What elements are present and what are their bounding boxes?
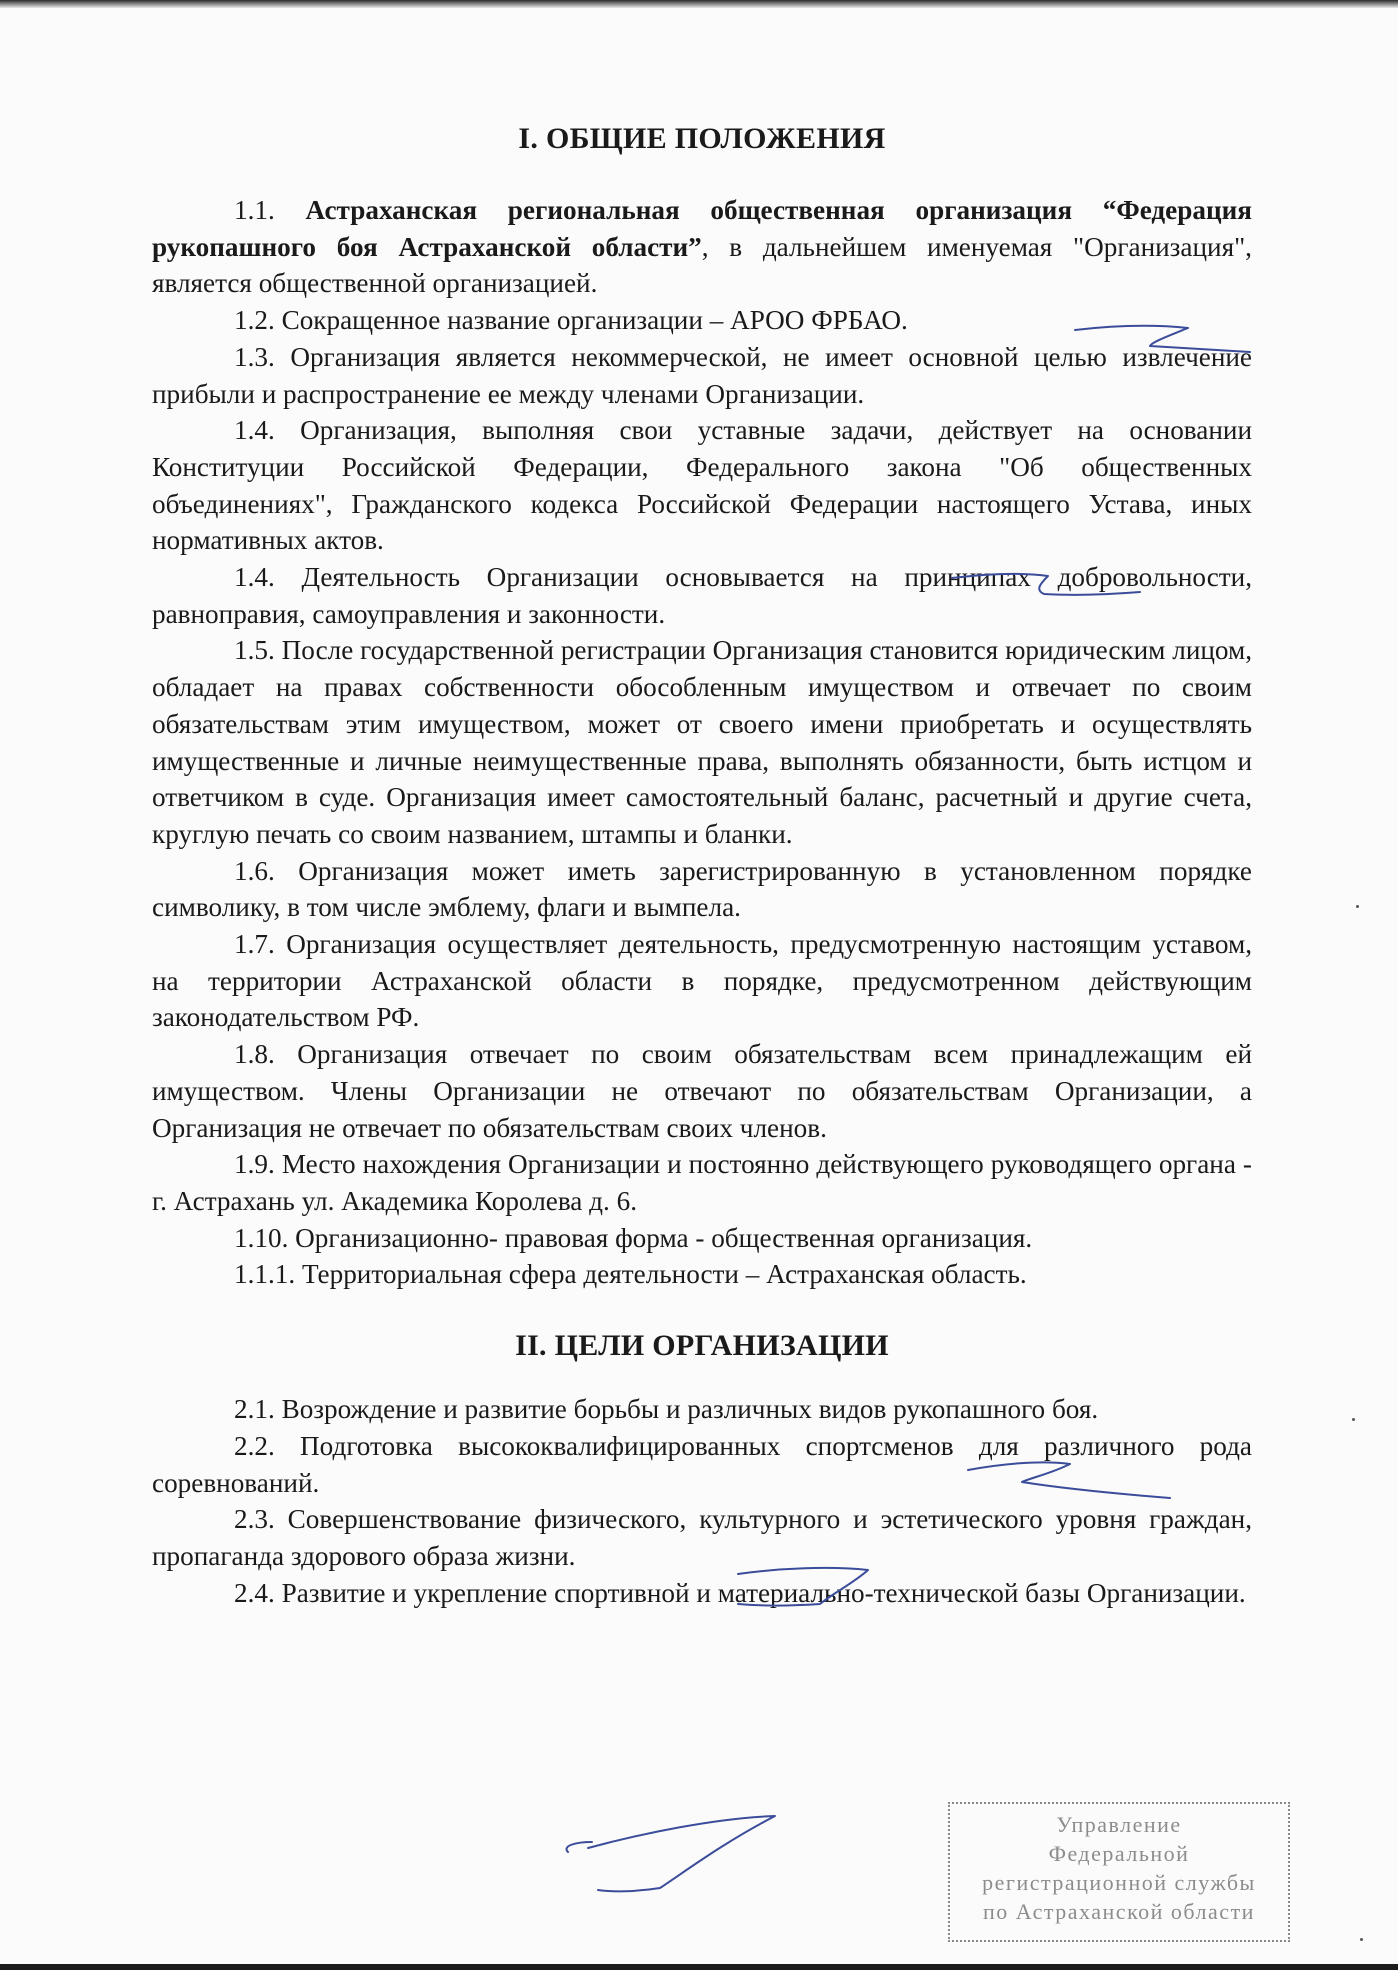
scan-bottom-edge: [0, 1964, 1398, 1970]
clause-1-8: 1.8. Организация отвечает по своим обязательствам всем принадлежащим ей имуществом. Члены Организации не отвечают по обязательствам Организации, а Организация не отвечает по обязательствам своих членов.: [152, 1039, 1252, 1143]
clause-1-4-principles: 1.4. Деятельность Организации основывается на принципах добровольности, равноправия, самоуправления и законности.: [152, 562, 1252, 629]
clause-1-1-org-name: Астраханская региональная общественная организация “Федерация рукопашного боя Астраханской области”: [152, 195, 1252, 262]
clause-1-1-number: 1.1.: [234, 195, 306, 225]
scan-speck: [1360, 1938, 1363, 1941]
clause-1-10: 1.10. Организационно- правовая форма - общественная организация.: [234, 1222, 1033, 1253]
stamp-line-1: Управление: [1056, 1812, 1182, 1837]
clause-1-7: 1.7. Организация осуществляет деятельность, предусмотренную настоящим уставом, на территории Астраханской области в порядке, предусмотренном действующим законодательством РФ.: [152, 929, 1252, 1033]
stamp-line-2: Федеральной: [1048, 1841, 1190, 1866]
clause-2-4: 2.4. Развитие и укрепление спортивной и материально-технической базы Организации.: [234, 1577, 1246, 1608]
clause-2-3: 2.3. Совершенствование физического, культурного и эстетического уровня граждан, пропаганда здорового образа жизни.: [152, 1504, 1252, 1571]
clause-2-2: 2.2. Подготовка высококвалифицированных спортсменов для различного рода соревнований.: [152, 1430, 1252, 1498]
document-body: [152, 122, 1252, 1611]
scan-top-edge: [0, 0, 1398, 8]
clause-1-1-1: 1.1.1. Территориальная сфера деятельности – Астраханская область.: [234, 1259, 1027, 1290]
clause-2-1: 2.1. Возрождение и развитие борьбы и различных видов рукопашного боя.: [234, 1394, 1099, 1425]
clause-1-6: 1.6. Организация может иметь зарегистрированную в установленном порядке символику, в том числе эмблему, флаги и вымпела.: [152, 855, 1252, 923]
initial-mark-5-tail: [567, 1842, 592, 1852]
section-2-title: II. ЦЕЛИ ОРГАНИЗАЦИИ: [515, 1329, 889, 1363]
scan-speck: [1352, 1418, 1355, 1421]
clause-1-3: 1.3. Организация является некоммерческой, не имеет основной целью извлечение прибыли и распространение ее между членами Организации.: [152, 341, 1252, 409]
stamp-line-3: регистрационной службы: [982, 1870, 1256, 1895]
initial-mark-5: [588, 1816, 775, 1891]
clause-1-9: 1.9. Место нахождения Организации и постоянно действующего руководящего органа - г. Астрахань ул. Академика Королева д. 6.: [152, 1149, 1252, 1216]
clause-1-1-text: , в дальнейшем именуемая "Организация", является общественной организацией.: [152, 231, 1252, 299]
registration-stamp: [948, 1802, 1290, 1942]
stamp-line-4: по Астраханской области: [983, 1899, 1255, 1924]
clause-1-5: 1.5. После государственной регистрации Организация становится юридическим лицом, обладает на правах собственности обособленным имуществом и отвечает по своим обязательствам этим имуществом, может от своего имени приобретать и осуществлять имущественные и личные неимущественные права, выполнять обязанности, быть истцом и ответчиком в суде. Организация имеет самостоятельный баланс, расчетный и другие счета, круглую печать со своим названием, штампы и бланки.: [152, 635, 1252, 849]
clause-1-2: 1.2. Сокращенное название организации – АРОО ФРБАО.: [234, 305, 908, 336]
section-1-title: I. ОБЩИЕ ПОЛОЖЕНИЯ: [518, 122, 886, 155]
clause-1-1: [152, 192, 1252, 302]
clause-1-4-legal-basis: 1.4. Организация, выполняя свои уставные задачи, действует на основании Конституции Российской Федерации, Федерального закона "Об общественных объединениях", Гражданского кодекса Российской Федерации настоящего Устава, иных нормативных актов.: [152, 415, 1252, 556]
scan-speck: [1356, 905, 1359, 908]
